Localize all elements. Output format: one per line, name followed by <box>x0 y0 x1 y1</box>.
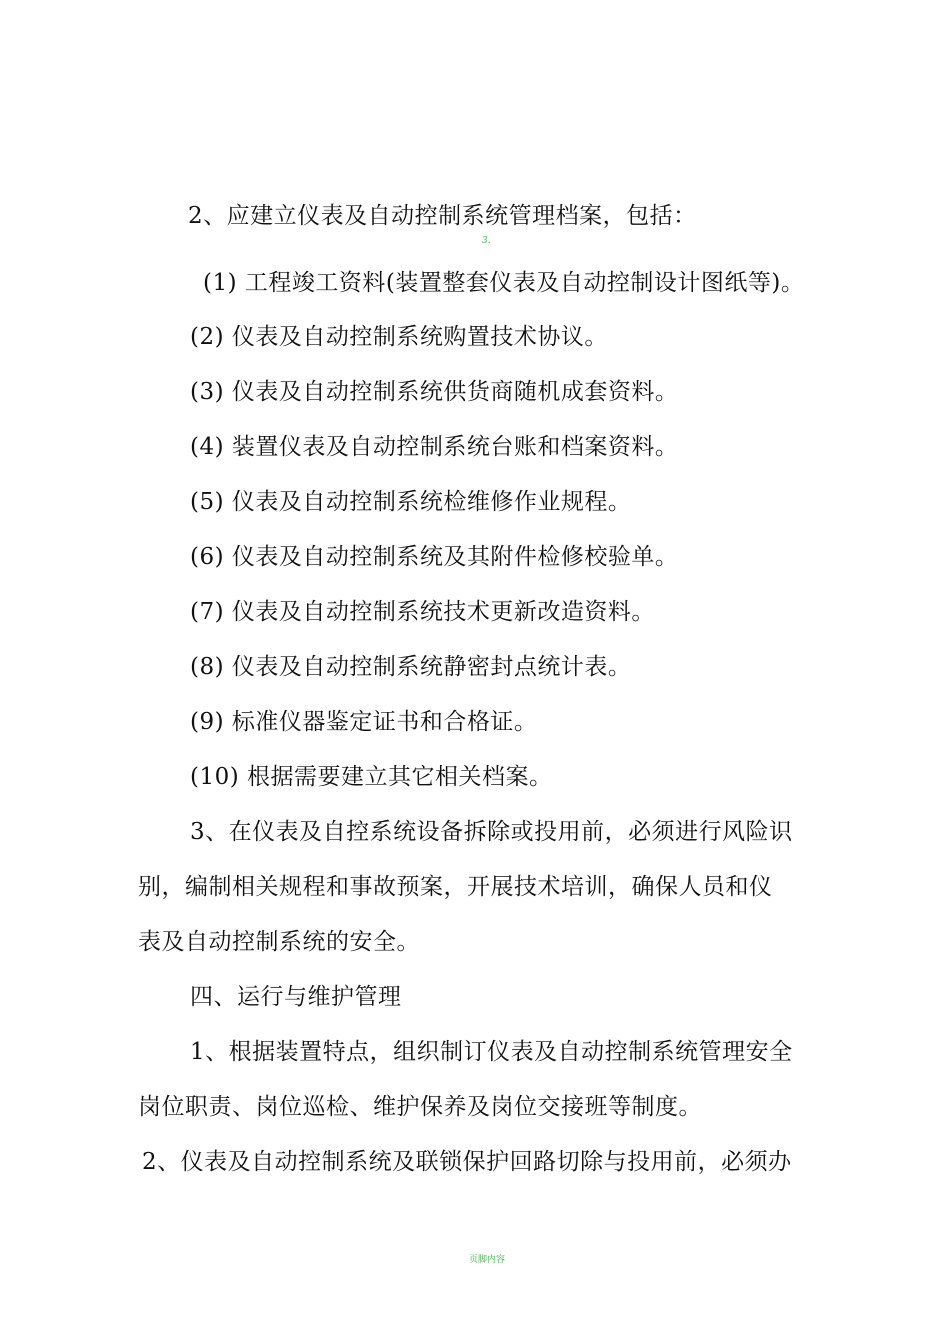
chapter-4-heading: 四、运行与维护管理 <box>190 984 402 1010</box>
section-3-line-3: 表及自动控制系统的安全。 <box>138 929 420 955</box>
list-item-7: (7) 仪表及自动控制系统技术更新改造资料。 <box>190 599 655 625</box>
chapter-4-item-2-line-1: 2、仪表及自动控制系统及联锁保护回路切除与投用前，必须办 <box>142 1149 792 1175</box>
list-item-9: (9) 标准仪器鉴定证书和合格证。 <box>190 709 538 735</box>
chapter-4-item-1-line-1: 1、根据装置特点，组织制订仪表及自动控制系统管理安全 <box>190 1039 793 1065</box>
list-item-2: (2) 仪表及自动控制系统购置技术协议。 <box>190 324 608 350</box>
section-3-line-2: 别，编制相关规程和事故预案，开展技术培训，确保人员和仪 <box>138 874 773 900</box>
list-item-4: (4) 装置仪表及自动控制系统台账和档案资料。 <box>190 434 679 460</box>
list-marker-annotation: 3. <box>482 236 491 246</box>
list-item-8: (8) 仪表及自动控制系统静密封点统计表。 <box>190 654 632 680</box>
section-2-heading: 2、应建立仪表及自动控制系统管理档案，包括： <box>188 203 697 229</box>
page-footer: 页脚内容 <box>469 1255 506 1265</box>
list-item-6: (6) 仪表及自动控制系统及其附件检修校验单。 <box>190 544 679 570</box>
list-item-3: (3) 仪表及自动控制系统供货商随机成套资料。 <box>190 379 679 405</box>
list-item-5: (5) 仪表及自动控制系统检维修作业规程。 <box>190 489 632 515</box>
chapter-4-item-1-line-2: 岗位职责、岗位巡检、维护保养及岗位交接班等制度。 <box>138 1094 702 1120</box>
list-item-10: (10) 根据需要建立其它相关档案。 <box>190 764 553 790</box>
section-3-line-1: 3、在仪表及自控系统设备拆除或投用前，必须进行风险识 <box>190 819 793 845</box>
list-item-1: (1) 工程竣工资料(装置整套仪表及自动控制设计图纸等)。 <box>203 270 805 296</box>
